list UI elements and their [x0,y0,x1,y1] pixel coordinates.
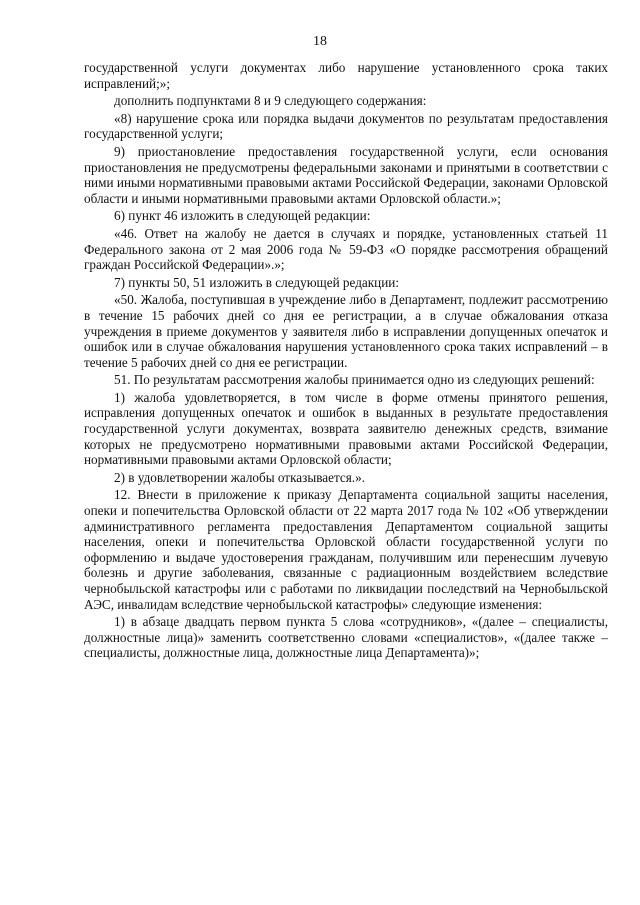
paragraph: 7) пункты 50, 51 изложить в следующей редакции: [114,274,399,290]
paragraph: 9) приостановление предоставления государственной услуги, если основания приостановления не предусмотрены федеральными законами и принятыми в соответствии с ними иными нормативными правовыми актами Российской Федерации, законами Орловской области и иными нормативными правовыми актами Орловской области.»; [84,143,608,206]
paragraph: «46. Ответ на жалобу не дается в случаях и порядке, установленных статьей 11 Федерального закона от 2 мая 2006 года № 59-ФЗ «О порядке рассмотрения обращений граждан Российской Федерации».»; [84,225,608,273]
paragraph: государственной услуги документах либо нарушение установленного срока таких исправлений;»; [84,60,608,91]
document-body [84,60,608,663]
paragraph: 6) пункт 46 изложить в следующей редакции: [114,208,371,224]
paragraph: дополнить подпунктами 8 и 9 следующего содержания: [114,93,427,109]
paragraph: 12. Внести в приложение к приказу Департамента социальной защиты населения, опеки и попечительства Орловской области от 22 марта 2017 года № 102 «Об утверждении административного регламента предоставления Департаментом социальной защиты населения, опеки и попечительства Орловской области государственной услуги по оформлению и выдаче удостоверения гражданам, получившим или перенесшим лучевую болезнь и другие заболевания, связанные с радиационным воздействием вследствие чернобыльской катастрофы или с работами по ликвидации последствий на Чернобыльской АЭС, инвалидам вследствие чернобыльской катастрофы» следующие изменения: [84,487,608,612]
paragraph: 1) жалоба удовлетворяется, в том числе в форме отмены принятого решения, исправления допущенных опечаток и ошибок в выданных в результате предоставления государственной услуги документах, возврата заявителю денежных средств, взимание которых не предусмотрено нормативными правовыми актами Российской Федерации, нормативными правовыми актами Орловской области; [84,389,608,468]
paragraph: 51. По результатам рассмотрения жалобы принимается одно из следующих решений: [114,372,595,388]
paragraph: 2) в удовлетворении жалобы отказывается.». [114,469,365,485]
paragraph: «8) нарушение срока или порядка выдачи документов по результатам предоставления государственной услуги; [84,110,608,142]
page-number: 18 [313,34,327,49]
paragraph: «50. Жалоба, поступившая в учреждение либо в Департамент, подлежит рассмотрению в течение 15 рабочих дней со дня ее регистрации, а в случае обжалования отказа учреждения в приеме документов у заявителя либо в исправлении допущенных опечаток и ошибок или в случае обжалования нарушения установленного срока таких исправлений – в течение 5 рабочих дней со дня ее регистрации. [84,292,608,370]
paragraph: 1) в абзаце двадцать первом пункта 5 слова «сотрудников», «(далее – специалисты, должностные лица)» заменить соответственно словами «специалистов», «(далее также – специалисты, должностные лица, должностные лица Департамента)»; [84,614,608,661]
